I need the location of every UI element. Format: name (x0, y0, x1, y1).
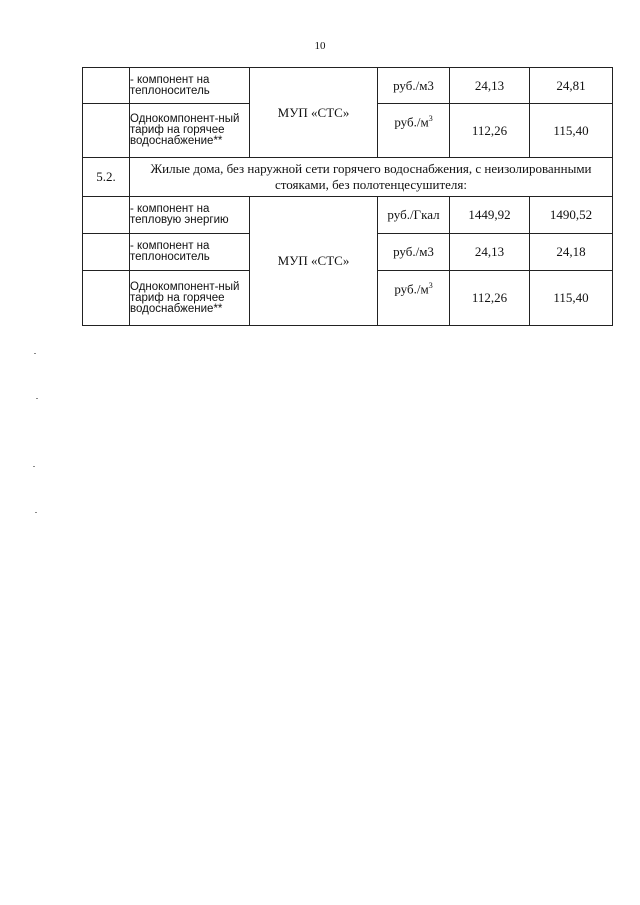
section-title: Жилые дома, без наружной сети горячего водоснабжения, с неизолированными стояками, без полотенцесушителя: (130, 158, 613, 197)
unit-base: руб./м (394, 281, 429, 297)
tariff-value-2: 24,18 (530, 234, 613, 271)
tariff-component-name: - компонент на теплоноситель (130, 68, 250, 104)
row-number-cell (83, 271, 130, 326)
page-number: 10 (314, 40, 326, 52)
tariff-value-1: 24,13 (450, 234, 530, 271)
table-row (83, 197, 613, 234)
unit-cell (378, 104, 450, 158)
tariff-value-1: 112,26 (450, 104, 530, 158)
tariff-component-name: Однокомпонент-ный тариф на горячее водоснабжение** (130, 271, 250, 326)
row-number-cell (83, 197, 130, 234)
scan-speck (33, 466, 35, 467)
unit-cell (378, 271, 450, 326)
tariff-component-name: - компонент на тепловую энергию (130, 197, 250, 234)
row-number-cell (83, 234, 130, 271)
tariff-value-1: 24,13 (450, 68, 530, 104)
tariff-component-name: Однокомпонент-ный тариф на горячее водоснабжение** (130, 104, 250, 158)
tariff-value-1: 1449,92 (450, 197, 530, 234)
unit-superscript: 3 (428, 281, 433, 290)
row-number-cell (83, 104, 130, 158)
unit-cell: руб./м3 (378, 68, 450, 104)
organization-cell: МУП «СТС» (250, 197, 378, 326)
scan-speck (34, 353, 36, 354)
tariff-value-2: 24,81 (530, 68, 613, 104)
section-row (83, 158, 613, 197)
tariff-value-2: 115,40 (530, 104, 613, 158)
scan-speck (36, 398, 38, 399)
section-number: 5.2. (83, 158, 130, 197)
row-number-cell (83, 68, 130, 104)
tariff-value-2: 115,40 (530, 271, 613, 326)
table-row (83, 68, 613, 104)
tariff-value-1: 112,26 (450, 271, 530, 326)
tariff-value-2: 1490,52 (530, 197, 613, 234)
unit-base: руб./м (394, 114, 429, 130)
unit-cell: руб./Гкал (378, 197, 450, 234)
organization-cell: МУП «СТС» (250, 68, 378, 158)
unit-cell: руб./м3 (378, 234, 450, 271)
unit-superscript: 3 (428, 114, 433, 123)
tariff-component-name: - компонент на теплоноситель (130, 234, 250, 271)
tariff-table (82, 67, 613, 326)
scan-speck (35, 512, 37, 513)
